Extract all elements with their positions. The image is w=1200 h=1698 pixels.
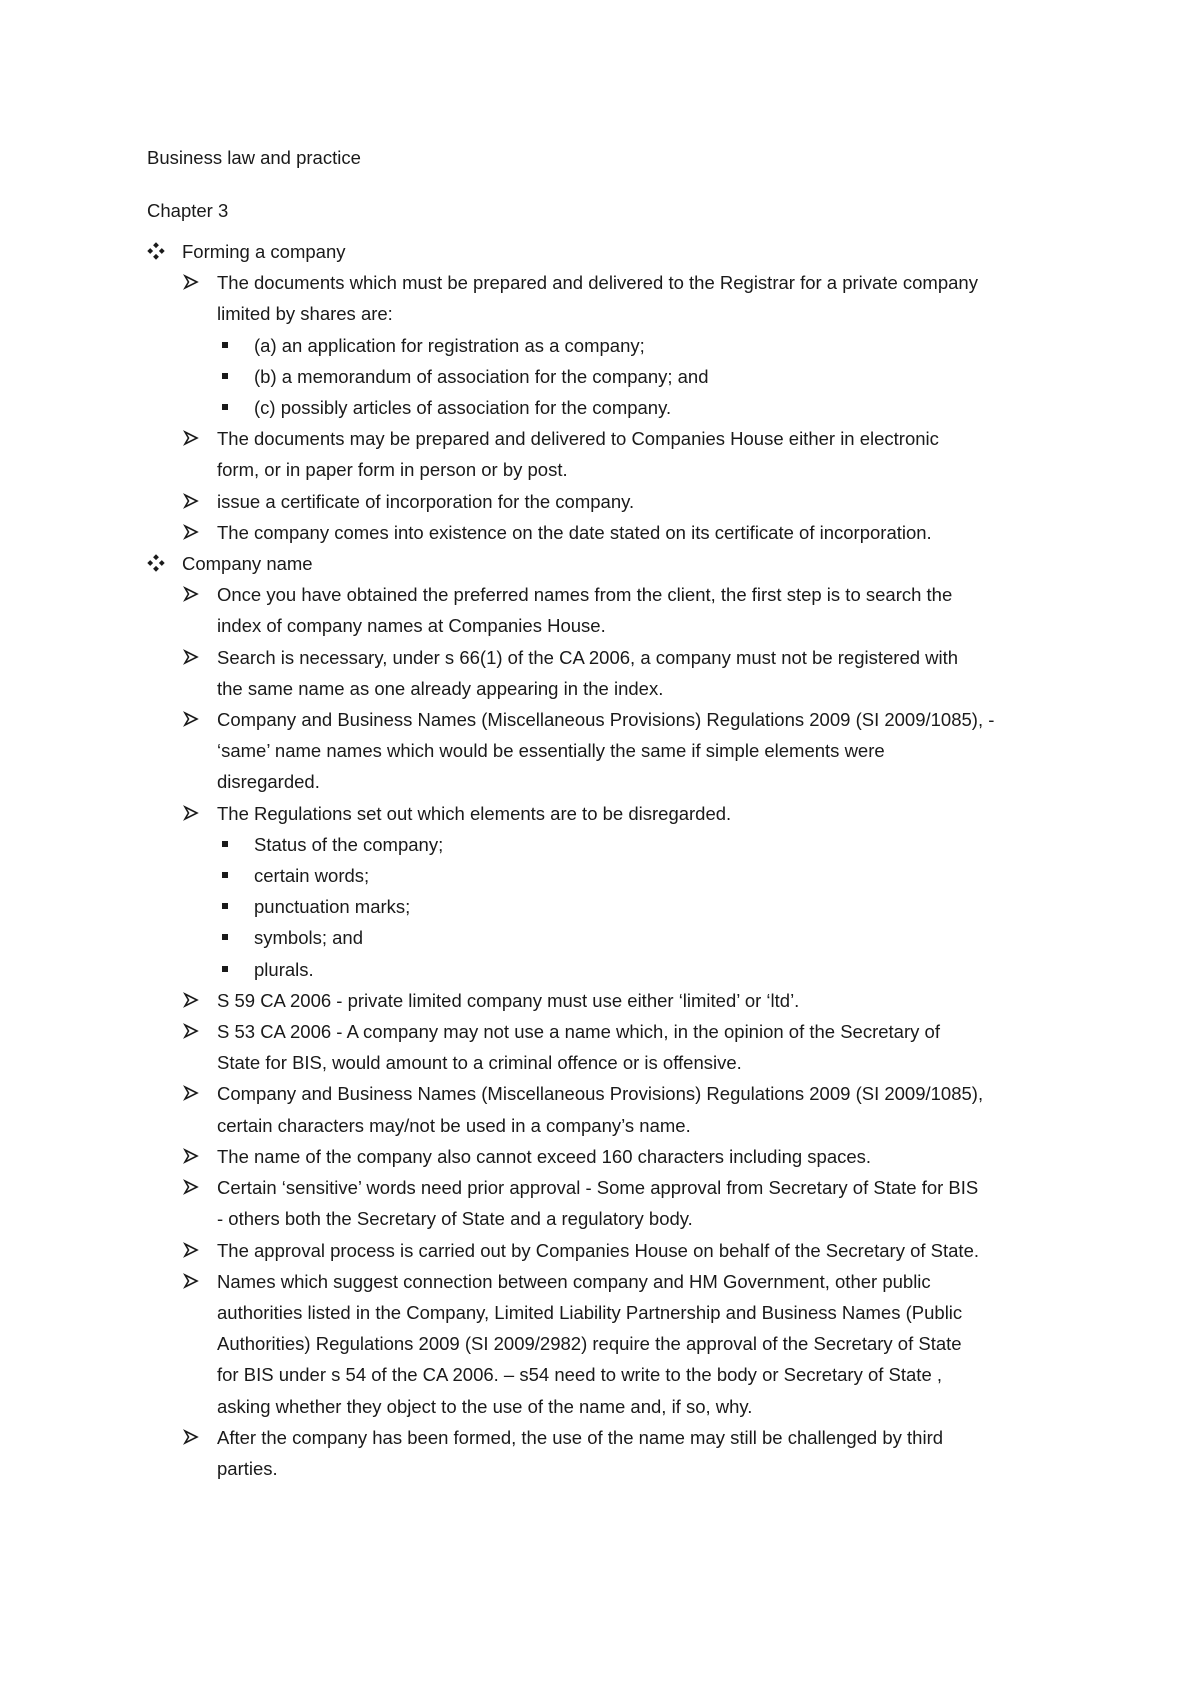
subpoint-container [147, 330, 1067, 424]
four-diamond-bullet-icon [147, 551, 165, 569]
subpoint-text: plurals. [254, 958, 314, 980]
subpoint-bullet [219, 829, 225, 860]
point-text-line: The Regulations set out which elements are to be disregarded. [217, 802, 732, 824]
section-item [147, 548, 1067, 579]
section-list [147, 236, 1067, 1484]
point-text-line: After the company has been formed, the use of the name may still be challenged by third [217, 1426, 944, 1448]
subpoint-item [147, 860, 1067, 891]
point-item [147, 579, 1067, 641]
arrowhead-bullet-icon [183, 1424, 199, 1440]
point-text-line: index of company names at Companies House. [217, 615, 606, 637]
point-text-line: authorities listed in the Company, Limited Liability Partnership and Business Names (Public [217, 1301, 963, 1323]
point-item [147, 267, 1067, 329]
four-diamond-bullet-icon [147, 239, 165, 257]
point-item [147, 1016, 1067, 1078]
point-text-line: Once you have obtained the preferred names from the client, the first step is to search the [217, 584, 953, 606]
point-bullet [183, 1172, 199, 1203]
point-item [147, 1266, 1067, 1422]
point-item [147, 1422, 1067, 1484]
point-list [147, 267, 1067, 548]
subpoint-list [147, 829, 1067, 985]
point-bullet [183, 1422, 199, 1453]
point-list [147, 579, 1067, 1484]
point-bullet [183, 1266, 199, 1297]
subpoint-bullet [219, 860, 225, 891]
point-bullet [183, 1141, 199, 1172]
point-item [147, 517, 1067, 548]
point-text-line: The documents which must be prepared and delivered to the Registrar for a private company [217, 272, 978, 294]
subpoint-text: (a) an application for registration as a company; [254, 334, 645, 356]
point-text-line: Certain ‘sensitive’ words need prior approval - Some approval from Secretary of State for BIS [217, 1177, 979, 1199]
point-text-line: The company comes into existence on the date stated on its certificate of incorporation. [217, 521, 932, 543]
point-item [147, 798, 1067, 829]
arrowhead-bullet-icon [183, 488, 199, 504]
square-bullet-icon [222, 342, 228, 348]
arrowhead-bullet-icon [183, 1018, 199, 1034]
subpoint-item [147, 922, 1067, 953]
section-heading: Company name [182, 553, 313, 575]
point-bullet [183, 798, 199, 829]
arrowhead-bullet-icon [183, 425, 199, 441]
point-item [147, 1078, 1067, 1140]
point-text-line: Company and Business Names (Miscellaneous Provisions) Regulations 2009 (SI 2009/1085), [217, 1083, 984, 1105]
point-bullet [183, 985, 199, 1016]
point-text-line: form, or in paper form in person or by post. [217, 459, 568, 481]
section-points-container [147, 267, 1067, 548]
arrowhead-bullet-icon [183, 1237, 199, 1253]
square-bullet-icon [222, 966, 228, 972]
arrowhead-bullet-icon [183, 800, 199, 816]
subpoint-text: (c) possibly articles of association for the company. [254, 397, 672, 419]
point-bullet [183, 704, 199, 735]
subpoint-bullet [219, 891, 225, 922]
point-text-line: The documents may be prepared and delivered to Companies House either in electronic [217, 428, 939, 450]
subpoint-item [147, 954, 1067, 985]
arrowhead-bullet-icon [183, 706, 199, 722]
subpoint-bullet [219, 392, 225, 423]
subpoint-item [147, 361, 1067, 392]
point-text-line: The approval process is carried out by Companies House on behalf of the Secretary of State. [217, 1239, 979, 1261]
square-bullet-icon [222, 841, 228, 847]
arrowhead-bullet-icon [183, 987, 199, 1003]
point-bullet [183, 1235, 199, 1266]
subpoint-bullet [219, 330, 225, 361]
arrowhead-bullet-icon [183, 581, 199, 597]
point-item [147, 1141, 1067, 1172]
point-text-line: - others both the Secretary of State and a regulatory body. [217, 1208, 693, 1230]
subpoint-text: certain words; [254, 865, 370, 887]
subpoint-bullet [219, 361, 225, 392]
point-bullet [183, 642, 199, 673]
point-bullet [183, 1016, 199, 1047]
section-bullet [147, 236, 165, 267]
subpoint-item [147, 829, 1067, 860]
point-item [147, 1235, 1067, 1266]
point-bullet [183, 1078, 199, 1109]
point-text-line: Authorities) Regulations 2009 (SI 2009/2982) require the approval of the Secretary of State [217, 1333, 962, 1355]
point-text-line: disregarded. [217, 771, 320, 793]
arrowhead-bullet-icon [183, 1080, 199, 1096]
subpoint-bullet [219, 922, 225, 953]
arrowhead-bullet-icon [183, 269, 199, 285]
arrowhead-bullet-icon [183, 519, 199, 535]
section-bullet [147, 548, 165, 579]
chapter-heading: Chapter 3 [147, 200, 229, 221]
point-text-line: parties. [217, 1457, 278, 1479]
point-text-line: the same name as one already appearing in the index. [217, 677, 664, 699]
point-bullet [183, 579, 199, 610]
section-item [147, 236, 1067, 267]
square-bullet-icon [222, 903, 228, 909]
section-points-container [147, 579, 1067, 1484]
point-text-line: Search is necessary, under s 66(1) of the CA 2006, a company must not be registered with [217, 646, 959, 668]
point-item [147, 642, 1067, 704]
square-bullet-icon [222, 404, 228, 410]
point-text-line: S 59 CA 2006 - private limited company must use either ‘limited’ or ‘ltd’. [217, 989, 800, 1011]
subpoint-text: (b) a memorandum of association for the company; and [254, 365, 709, 387]
subpoint-list [147, 330, 1067, 424]
point-text-line: certain characters may/not be used in a company’s name. [217, 1114, 691, 1136]
point-bullet [183, 423, 199, 454]
subpoint-bullet [219, 954, 225, 985]
point-item [147, 985, 1067, 1016]
document-page [147, 146, 1067, 1484]
point-text-line: Company and Business Names (Miscellaneous Provisions) Regulations 2009 (SI 2009/1085), - [217, 709, 995, 731]
square-bullet-icon [222, 934, 228, 940]
point-text-line: S 53 CA 2006 - A company may not use a name which, in the opinion of the Secretary of [217, 1021, 940, 1043]
document-title: Business law and practice [147, 147, 361, 168]
square-bullet-icon [222, 872, 228, 878]
subpoint-text: Status of the company; [254, 833, 444, 855]
point-item [147, 1172, 1067, 1234]
point-item [147, 486, 1067, 517]
point-bullet [183, 267, 199, 298]
point-text-line: The name of the company also cannot exceed 160 characters including spaces. [217, 1145, 872, 1167]
point-text-line: ‘same’ name names which would be essentially the same if simple elements were [217, 740, 885, 762]
subpoint-item [147, 392, 1067, 423]
square-bullet-icon [222, 373, 228, 379]
point-text-line: limited by shares are: [217, 303, 393, 325]
point-text-line: State for BIS, would amount to a criminal offence or is offensive. [217, 1052, 742, 1074]
point-text-line: Names which suggest connection between company and HM Government, other public [217, 1270, 931, 1292]
point-item [147, 423, 1067, 485]
subpoint-text: punctuation marks; [254, 896, 411, 918]
point-bullet [183, 517, 199, 548]
point-bullet [183, 486, 199, 517]
arrowhead-bullet-icon [183, 1268, 199, 1284]
subpoint-container [147, 829, 1067, 985]
section-heading: Forming a company [182, 241, 346, 262]
subpoint-text: symbols; and [254, 927, 363, 949]
subpoint-item [147, 891, 1067, 922]
arrowhead-bullet-icon [183, 1143, 199, 1159]
arrowhead-bullet-icon [183, 1174, 199, 1190]
point-text-line: asking whether they object to the use of the name and, if so, why. [217, 1395, 753, 1417]
point-text-line: issue a certificate of incorporation for the company. [217, 490, 635, 512]
subpoint-item [147, 330, 1067, 361]
arrowhead-bullet-icon [183, 644, 199, 660]
point-item [147, 704, 1067, 798]
point-text-line: for BIS under s 54 of the CA 2006. – s54 need to write to the body or Secretary of State , [217, 1364, 943, 1386]
